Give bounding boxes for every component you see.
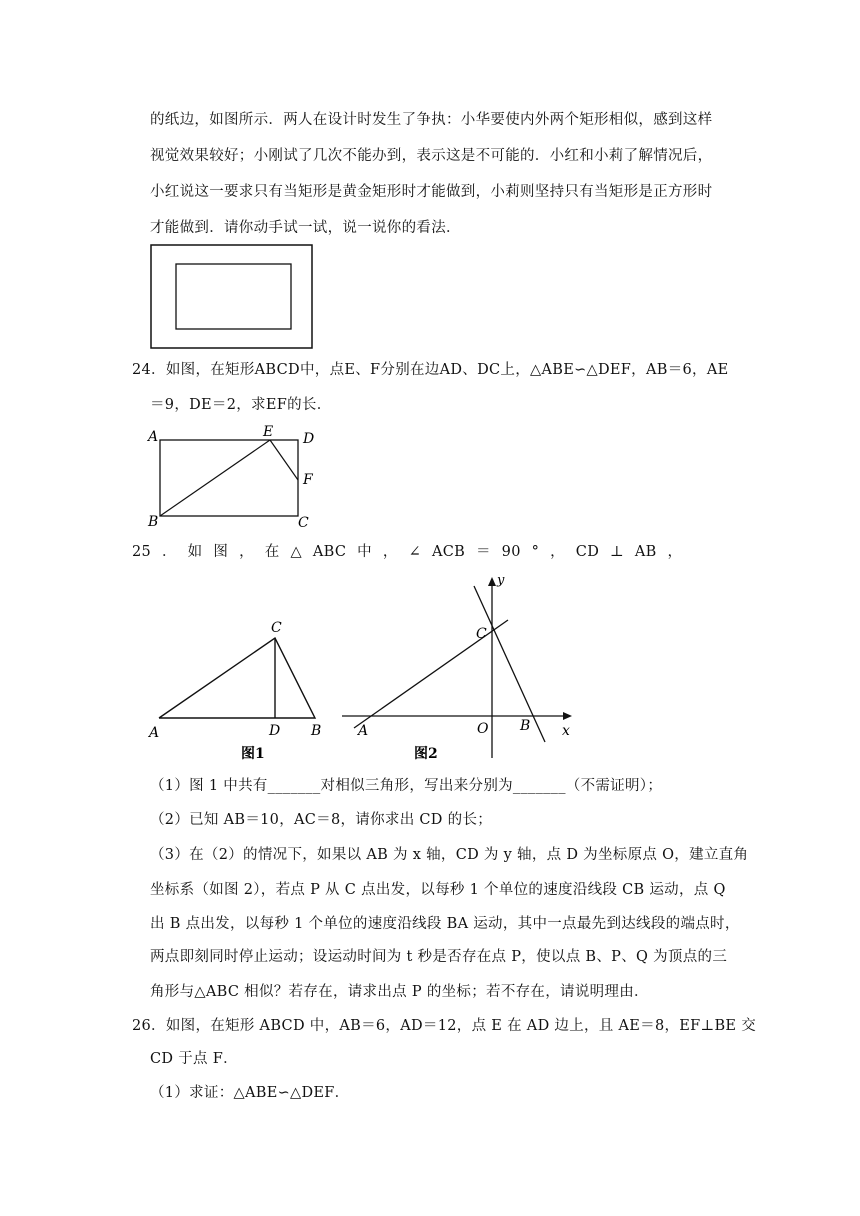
fig1-caption: 图1: [241, 746, 265, 762]
fig2-label-B: B: [520, 718, 531, 734]
label-E: E: [263, 424, 274, 440]
p23-line-1: 的纸边，如图所示．两人在设计时发生了争执：小华要使内外两个矩形相似，感到这样: [150, 112, 713, 128]
fig1-label-B: B: [311, 723, 322, 739]
p25-question-1: （1）图 1 中共有_______对相似三角形，写出来分别为_______（不需证明）；: [150, 778, 663, 794]
fig2-label-y: y: [497, 573, 505, 588]
nested-rectangles-figure: [150, 244, 314, 350]
p24-line-2: ＝9，DE＝2，求EF的长．: [150, 397, 332, 413]
p25-question-3-line-1: （3）在（2）的情况下，如果以 AB 为 x 轴，CD 为 y 轴，点 D 为坐标原点 O，建立直角: [150, 847, 749, 863]
fig2-label-x: x: [562, 723, 570, 739]
fig1-label-C: C: [271, 620, 282, 636]
fig2-label-C: C: [476, 626, 487, 642]
p26-line-2: CD 于点 F．: [150, 1051, 238, 1067]
p23-line-3: 小红说这一要求只有当矩形是黄金矩形时才能做到，小莉则坚持只有当矩形是正方形时: [150, 184, 713, 200]
p25-line-1: 25 ． 如 图 ， 在 △ ABC 中 ， ∠ ACB ＝ 90 ° ， CD ⊥ AB ，: [132, 544, 683, 560]
label-C: C: [298, 515, 309, 531]
p25-question-3-line-3: 出 B 点出发，以每秒 1 个单位的速度沿线段 BA 运动，其中一点最先到达线段的端点时，: [150, 916, 740, 932]
label-A: A: [148, 429, 159, 445]
p23-line-2: 视觉效果较好；小刚试了几次不能办到，表示这是不可能的．小红和小莉了解情况后，: [150, 148, 713, 164]
p24-line-1: 24．如图，在矩形ABCD中，点E、F分别在边AD、DC上，△ABE∽△DEF，AB＝6，AE: [132, 362, 729, 378]
fig2-label-O: O: [477, 721, 489, 737]
p25-question-3-line-2: 坐标系（如图 2），若点 P 从 C 点出发，以每秒 1 个单位的速度沿线段 CB 运动，点 Q: [150, 882, 726, 898]
p25-question-3-line-5: 角形与△ABC 相似？若存在，请求出点 P 的坐标；若不存在，请说明理由．: [150, 984, 649, 1000]
fig1-label-A: A: [149, 725, 160, 741]
p26-question-1: （1）求证：△ABE∽△DEF．: [150, 1085, 350, 1101]
label-F: F: [303, 472, 313, 488]
p26-line-1: 26．如图，在矩形 ABCD 中，AB＝6，AD＝12，点 E 在 AD 边上，且 AE＝8，EF⊥BE 交: [132, 1018, 757, 1034]
p25-question-3-line-4: 两点即刻同时停止运动；设运动时间为 t 秒是否存在点 P，使以点 B、P、Q 为顶点的三: [150, 949, 728, 965]
p25-question-2: （2）已知 AB＝10，AC＝8，请你求出 CD 的长；: [150, 812, 493, 828]
figure-2-coordinate: [340, 568, 580, 764]
fig2-caption: 图2: [414, 746, 438, 762]
fig1-label-D: D: [269, 723, 281, 739]
label-B: B: [148, 514, 159, 530]
rectangle-abcd-figure: [140, 422, 330, 532]
p23-line-4: 才能做到．请你动手试一试，说一说你的看法．: [150, 220, 461, 236]
figure-1-triangle: [145, 612, 325, 762]
fig2-label-A: A: [358, 723, 369, 739]
label-D: D: [303, 431, 315, 447]
